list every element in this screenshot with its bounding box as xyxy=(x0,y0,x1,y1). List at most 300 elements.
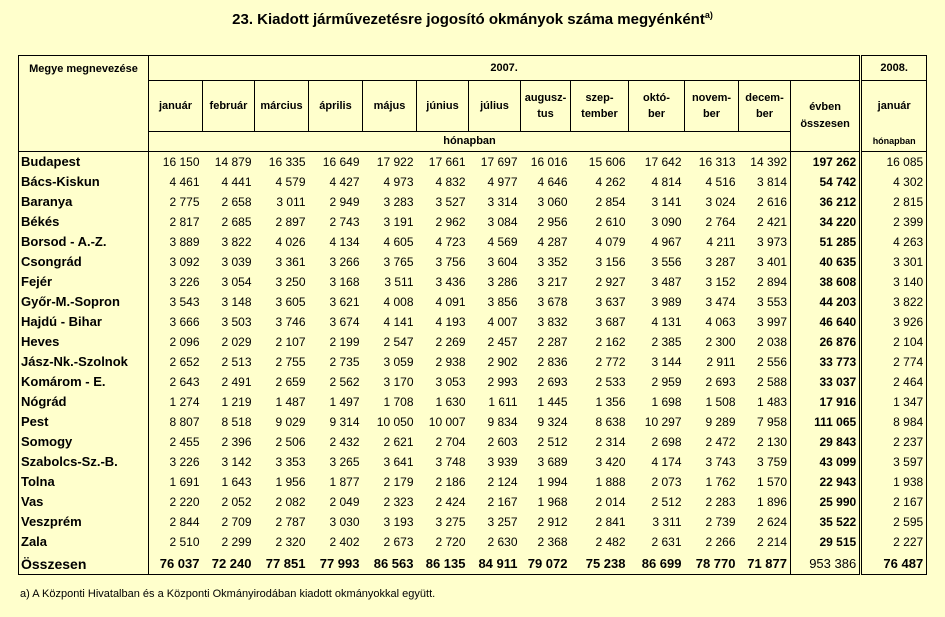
month-value: 2 962 xyxy=(435,214,466,229)
month-value: 9 289 xyxy=(705,414,736,429)
jan-2008-value: 3 140 xyxy=(861,272,927,292)
month-value: 9 324 xyxy=(537,414,568,429)
annual-total-value: 22 943 xyxy=(791,472,861,492)
header-row-years xyxy=(19,56,927,81)
month-value: 2 993 xyxy=(487,374,518,389)
month-value: 4 973 xyxy=(383,174,414,189)
county-name: Fejér xyxy=(19,272,149,292)
county-name: Somogy xyxy=(19,432,149,452)
month-value: 3 543 xyxy=(169,294,200,309)
month-value: 4 427 xyxy=(329,174,360,189)
month-header: novem- ber xyxy=(685,81,739,132)
table-title-text: 23. Kiadott járművezetésre jogosító okmányok száma megyénként xyxy=(232,11,705,28)
month-value: 9 029 xyxy=(275,414,306,429)
month-value: 4 131 xyxy=(651,314,682,329)
month-header: szep- tember xyxy=(571,81,629,132)
header-row-months xyxy=(19,81,927,132)
month-value: 2 685 xyxy=(221,214,252,229)
month-value: 2 836 xyxy=(537,354,568,369)
jan-2008-value: 3 926 xyxy=(861,312,927,332)
month-value: 2 841 xyxy=(595,514,626,529)
jan-2008-value: 2 774 xyxy=(861,352,927,372)
month-value: 1 956 xyxy=(275,474,306,489)
month-value: 1 896 xyxy=(756,494,787,509)
month-value: 2 556 xyxy=(756,354,787,369)
month-value: 2 949 xyxy=(329,194,360,209)
month-value: 2 844 xyxy=(169,514,200,529)
month-value: 17 642 xyxy=(629,151,685,172)
county-name: Szabolcs-Sz.-B. xyxy=(19,452,149,472)
county-name: Komárom - E. xyxy=(19,372,149,392)
month-value: 2 323 xyxy=(383,494,414,509)
month-header: július xyxy=(469,81,521,132)
month-value: 16 313 xyxy=(685,151,739,172)
month-value: 3 148 xyxy=(221,294,252,309)
month-value: 2 107 xyxy=(275,334,306,349)
table-row xyxy=(19,272,927,292)
month-value: 84 911 xyxy=(469,552,521,575)
month-value: 2 927 xyxy=(595,274,626,289)
month-value: 1 219 xyxy=(221,394,252,409)
month-value: 2 314 xyxy=(595,434,626,449)
month-value: 2 631 xyxy=(651,534,682,549)
annual-total-value: 36 212 xyxy=(791,192,861,212)
footnote: a) A Központi Hivatalban és a Központi Okmányirodában kiadott okmányokkal együtt. xyxy=(20,588,436,600)
annual-total-value: 54 742 xyxy=(791,172,861,192)
month-value: 3 687 xyxy=(595,314,626,329)
month-value: 3 527 xyxy=(435,194,466,209)
month-value: 2 854 xyxy=(595,194,626,209)
month-value: 3 152 xyxy=(705,274,736,289)
month-value: 2 588 xyxy=(756,374,787,389)
table-row xyxy=(19,232,927,252)
month-value: 3 746 xyxy=(275,314,306,329)
month-header: május xyxy=(363,81,417,132)
month-value: 2 052 xyxy=(221,494,252,509)
month-value: 2 424 xyxy=(435,494,466,509)
month-value: 3 265 xyxy=(329,454,360,469)
annual-total-value: 953 386 xyxy=(791,552,861,575)
month-value: 1 708 xyxy=(383,394,414,409)
month-value: 3 142 xyxy=(221,454,252,469)
month-value: 4 516 xyxy=(705,174,736,189)
annual-total-value: 44 203 xyxy=(791,292,861,312)
county-name: Veszprém xyxy=(19,512,149,532)
month-value: 3 474 xyxy=(705,294,736,309)
month-value: 3 511 xyxy=(384,274,414,289)
month-value: 2 029 xyxy=(221,334,252,349)
month-value: 4 461 xyxy=(169,174,200,189)
month-value: 9 314 xyxy=(329,414,360,429)
month-value: 2 385 xyxy=(651,334,682,349)
month-value: 2 082 xyxy=(275,494,306,509)
month-value: 2 179 xyxy=(383,474,414,489)
month-value: 2 472 xyxy=(705,434,736,449)
month-value: 2 659 xyxy=(275,374,306,389)
jan-2008-value: 16 085 xyxy=(861,151,927,172)
month-value: 3 311 xyxy=(652,514,682,529)
annual-total-value: 35 522 xyxy=(791,512,861,532)
month-value: 2 911 xyxy=(706,354,736,369)
county-name: Vas xyxy=(19,492,149,512)
month-value: 4 723 xyxy=(435,234,466,249)
month-value: 4 026 xyxy=(275,234,306,249)
month-header: január xyxy=(149,81,203,132)
month-value: 1 762 xyxy=(705,474,736,489)
month-value: 3 666 xyxy=(169,314,200,329)
month-value: 2 630 xyxy=(487,534,518,549)
jan-2008-value: 1 938 xyxy=(861,472,927,492)
month-value: 9 834 xyxy=(487,414,518,429)
month-value: 4 287 xyxy=(537,234,568,249)
month-value: 16 150 xyxy=(149,151,203,172)
month-value: 3 553 xyxy=(756,294,787,309)
month-value: 2 482 xyxy=(595,534,626,549)
month-value: 3 765 xyxy=(383,254,414,269)
table-body xyxy=(19,151,927,574)
month-value: 10 050 xyxy=(376,414,414,429)
month-value: 3 353 xyxy=(275,454,306,469)
month-value: 2 506 xyxy=(275,434,306,449)
jan-2008-value: 4 302 xyxy=(861,172,927,192)
month-value: 10 297 xyxy=(644,414,682,429)
county-name: Heves xyxy=(19,332,149,352)
month-value: 86 699 xyxy=(629,552,685,575)
month-value: 2 186 xyxy=(435,474,466,489)
month-value: 2 720 xyxy=(435,534,466,549)
month-value: 1 483 xyxy=(756,394,787,409)
month-value: 3 637 xyxy=(595,294,626,309)
month-value: 3 011 xyxy=(276,194,306,209)
county-name: Budapest xyxy=(19,151,149,172)
unit-2007: hónapban xyxy=(149,132,791,152)
month-value: 2 658 xyxy=(221,194,252,209)
annual-total-header: évben összesen xyxy=(791,81,861,152)
month-value: 4 141 xyxy=(383,314,414,329)
month-value: 3 420 xyxy=(595,454,626,469)
annual-total-value: 46 640 xyxy=(791,312,861,332)
month-value: 3 822 xyxy=(221,234,252,249)
jan-2008-value: 1 347 xyxy=(861,392,927,412)
month-value: 3 973 xyxy=(756,234,787,249)
month-value: 2 817 xyxy=(169,214,200,229)
month-value: 3 257 xyxy=(487,514,518,529)
month-value: 2 457 xyxy=(487,334,518,349)
month-value: 3 141 xyxy=(651,194,682,209)
month-value: 2 735 xyxy=(329,354,360,369)
month-value: 3 621 xyxy=(329,294,360,309)
month-value: 3 191 xyxy=(383,214,414,229)
month-value: 2 073 xyxy=(651,474,682,489)
month-value: 2 959 xyxy=(651,374,682,389)
month-value: 3 989 xyxy=(651,294,682,309)
month-value: 3 144 xyxy=(651,354,682,369)
county-column-header xyxy=(19,56,149,152)
month-value: 1 877 xyxy=(329,474,360,489)
month-value: 1 570 xyxy=(756,474,787,489)
month-value: 2 220 xyxy=(169,494,200,509)
month-value: 1 445 xyxy=(537,394,568,409)
month-value: 1 968 xyxy=(537,494,568,509)
county-name: Győr-M.-Sopron xyxy=(19,292,149,312)
month-value: 3 168 xyxy=(329,274,360,289)
table-row xyxy=(19,532,927,552)
table-row xyxy=(19,252,927,272)
annual-total-value: 43 099 xyxy=(791,452,861,472)
jan-2008-value: 2 815 xyxy=(861,192,927,212)
jan-2008-value: 2 237 xyxy=(861,432,927,452)
county-name: Nógrád xyxy=(19,392,149,412)
jan-2008-value: 2 227 xyxy=(861,532,927,552)
month-value: 2 704 xyxy=(435,434,466,449)
table-title xyxy=(0,10,945,28)
month-value: 2 513 xyxy=(221,354,252,369)
county-name: Összesen xyxy=(19,552,149,575)
month-value: 2 199 xyxy=(329,334,360,349)
month-value: 3 156 xyxy=(595,254,626,269)
jan-2008-value: 2 464 xyxy=(861,372,927,392)
month-value: 4 814 xyxy=(651,174,682,189)
month-value: 75 238 xyxy=(571,552,629,575)
month-value: 2 368 xyxy=(537,534,568,549)
month-value: 3 814 xyxy=(756,174,787,189)
month-value: 2 698 xyxy=(651,434,682,449)
month-value: 3 997 xyxy=(756,314,787,329)
month-value: 2 512 xyxy=(651,494,682,509)
month-value: 3 287 xyxy=(705,254,736,269)
month-value: 2 396 xyxy=(221,434,252,449)
month-value: 3 401 xyxy=(756,254,787,269)
jan-2008-value: 3 822 xyxy=(861,292,927,312)
month-value: 16 649 xyxy=(309,151,363,172)
month-value: 86 135 xyxy=(417,552,469,575)
annual-total-value: 197 262 xyxy=(791,151,861,172)
month-value: 3 030 xyxy=(329,514,360,529)
month-value: 78 770 xyxy=(685,552,739,575)
month-value: 4 605 xyxy=(383,234,414,249)
month-value: 2 621 xyxy=(383,434,414,449)
month-value: 3 352 xyxy=(537,254,568,269)
month-value: 8 807 xyxy=(169,414,200,429)
table-row xyxy=(19,412,927,432)
county-column-label: Megye megnevezése xyxy=(29,63,138,75)
month-value: 3 889 xyxy=(169,234,200,249)
month-value: 3 226 xyxy=(169,274,200,289)
table-row xyxy=(19,432,927,452)
month-value: 2 214 xyxy=(756,534,787,549)
month-value: 2 775 xyxy=(169,194,200,209)
annual-total-value: 38 608 xyxy=(791,272,861,292)
month-value: 2 547 xyxy=(383,334,414,349)
county-name: Békés xyxy=(19,212,149,232)
table-row xyxy=(19,472,927,492)
month-value: 3 689 xyxy=(537,454,568,469)
county-name: Tolna xyxy=(19,472,149,492)
month-value: 3 605 xyxy=(275,294,306,309)
month-value: 1 487 xyxy=(275,394,306,409)
month-value: 4 063 xyxy=(705,314,736,329)
month-value: 3 054 xyxy=(221,274,252,289)
month-value: 1 611 xyxy=(488,394,518,409)
month-value: 3 039 xyxy=(221,254,252,269)
month-value: 3 748 xyxy=(435,454,466,469)
month-value: 1 994 xyxy=(537,474,568,489)
month-value: 2 709 xyxy=(221,514,252,529)
month-value: 4 441 xyxy=(221,174,252,189)
month-value: 3 266 xyxy=(329,254,360,269)
table-header xyxy=(19,56,927,152)
annual-total-value: 51 285 xyxy=(791,232,861,252)
month-value: 14 392 xyxy=(739,151,791,172)
month-value: 8 518 xyxy=(221,414,252,429)
month-value: 77 993 xyxy=(309,552,363,575)
annual-total-value: 40 635 xyxy=(791,252,861,272)
month-value: 17 661 xyxy=(417,151,469,172)
month-value: 2 693 xyxy=(705,374,736,389)
month-value: 15 606 xyxy=(571,151,629,172)
month-value: 2 512 xyxy=(537,434,568,449)
month-value: 3 759 xyxy=(756,454,787,469)
month-value: 10 007 xyxy=(428,414,466,429)
month-value: 4 174 xyxy=(651,454,682,469)
table-row xyxy=(19,392,927,412)
jan-2008-value: 2 595 xyxy=(861,512,927,532)
month-value: 16 016 xyxy=(521,151,571,172)
month-value: 2 912 xyxy=(537,514,568,529)
month-value: 1 888 xyxy=(595,474,626,489)
month-value: 3 286 xyxy=(487,274,518,289)
month-value: 2 739 xyxy=(705,514,736,529)
month-value: 3 641 xyxy=(383,454,414,469)
month-value: 1 274 xyxy=(169,394,200,409)
table-row xyxy=(19,372,927,392)
month-value: 2 897 xyxy=(275,214,306,229)
table-row xyxy=(19,172,927,192)
month-value: 4 646 xyxy=(537,174,568,189)
annual-total-value: 29 515 xyxy=(791,532,861,552)
month-value: 2 283 xyxy=(705,494,736,509)
month-value: 3 487 xyxy=(651,274,682,289)
month-value: 3 226 xyxy=(169,454,200,469)
month-value: 3 060 xyxy=(537,194,568,209)
county-name: Zala xyxy=(19,532,149,552)
table-row xyxy=(19,352,927,372)
month-value: 7 958 xyxy=(756,414,787,429)
month-value: 2 124 xyxy=(487,474,518,489)
month-value: 2 902 xyxy=(487,354,518,369)
month-value: 4 579 xyxy=(275,174,306,189)
total-row xyxy=(19,552,927,575)
table-row xyxy=(19,312,927,332)
month-value: 2 300 xyxy=(705,334,736,349)
month-header: március xyxy=(255,81,309,132)
month-value: 2 693 xyxy=(537,374,568,389)
month-value: 4 008 xyxy=(383,294,414,309)
month-header: augusz- tus xyxy=(521,81,571,132)
table-row xyxy=(19,332,927,352)
month-value: 2 432 xyxy=(329,434,360,449)
month-value: 3 674 xyxy=(329,314,360,329)
month-header: június xyxy=(417,81,469,132)
county-name: Jász-Nk.-Szolnok xyxy=(19,352,149,372)
month-value: 2 455 xyxy=(169,434,200,449)
table-row xyxy=(19,151,927,172)
month-value: 2 266 xyxy=(705,534,736,549)
month-value: 1 698 xyxy=(651,394,682,409)
jan-2008-value: 2 399 xyxy=(861,212,927,232)
month-value: 3 436 xyxy=(435,274,466,289)
table-row xyxy=(19,492,927,512)
month-value: 2 938 xyxy=(435,354,466,369)
month-header: április xyxy=(309,81,363,132)
month-value: 17 922 xyxy=(363,151,417,172)
month-value: 3 250 xyxy=(275,274,306,289)
month-value: 2 956 xyxy=(537,214,568,229)
month-value: 3 193 xyxy=(383,514,414,529)
month-value: 16 335 xyxy=(255,151,309,172)
month-value: 72 240 xyxy=(203,552,255,575)
month-value: 3 361 xyxy=(275,254,306,269)
month-value: 2 562 xyxy=(329,374,360,389)
month-value: 1 508 xyxy=(705,394,736,409)
month-value: 3 283 xyxy=(383,194,414,209)
month-value: 86 563 xyxy=(363,552,417,575)
annual-total-value: 25 990 xyxy=(791,492,861,512)
month-value: 2 269 xyxy=(435,334,466,349)
month-value: 3 217 xyxy=(537,274,568,289)
month-value: 4 262 xyxy=(595,174,626,189)
annual-total-value: 34 220 xyxy=(791,212,861,232)
month-value: 2 787 xyxy=(275,514,306,529)
month-value: 77 851 xyxy=(255,552,309,575)
month-value: 3 024 xyxy=(705,194,736,209)
month-value: 1 356 xyxy=(595,394,626,409)
jan-2008-value: 76 487 xyxy=(861,552,927,575)
annual-total-value: 33 773 xyxy=(791,352,861,372)
table-row xyxy=(19,512,927,532)
month-value: 2 049 xyxy=(329,494,360,509)
month-value: 2 510 xyxy=(169,534,200,549)
month-value: 71 877 xyxy=(739,552,791,575)
month-value: 2 299 xyxy=(221,534,252,549)
month-value: 4 832 xyxy=(435,174,466,189)
month-value: 2 402 xyxy=(329,534,360,549)
annual-total-value: 26 876 xyxy=(791,332,861,352)
month-value: 2 673 xyxy=(383,534,414,549)
month-value: 2 533 xyxy=(595,374,626,389)
month-header: február xyxy=(203,81,255,132)
month-value: 79 072 xyxy=(521,552,571,575)
month-value: 3 743 xyxy=(705,454,736,469)
month-value: 2 764 xyxy=(705,214,736,229)
annual-total-value: 17 916 xyxy=(791,392,861,412)
month-value: 1 643 xyxy=(221,474,252,489)
month-value: 2 320 xyxy=(275,534,306,549)
month-value: 2 287 xyxy=(537,334,568,349)
month-value: 3 678 xyxy=(537,294,568,309)
month-header: decem- ber xyxy=(739,81,791,132)
month-value: 2 643 xyxy=(169,374,200,389)
month-value: 4 193 xyxy=(435,314,466,329)
month-value: 2 894 xyxy=(756,274,787,289)
month-value: 3 059 xyxy=(383,354,414,369)
month-value: 2 624 xyxy=(756,514,787,529)
month-value: 2 616 xyxy=(756,194,787,209)
month-value: 3 314 xyxy=(487,194,518,209)
month-value: 3 084 xyxy=(487,214,518,229)
year-2008-header: 2008. xyxy=(861,56,927,81)
month-header: októ- ber xyxy=(629,81,685,132)
